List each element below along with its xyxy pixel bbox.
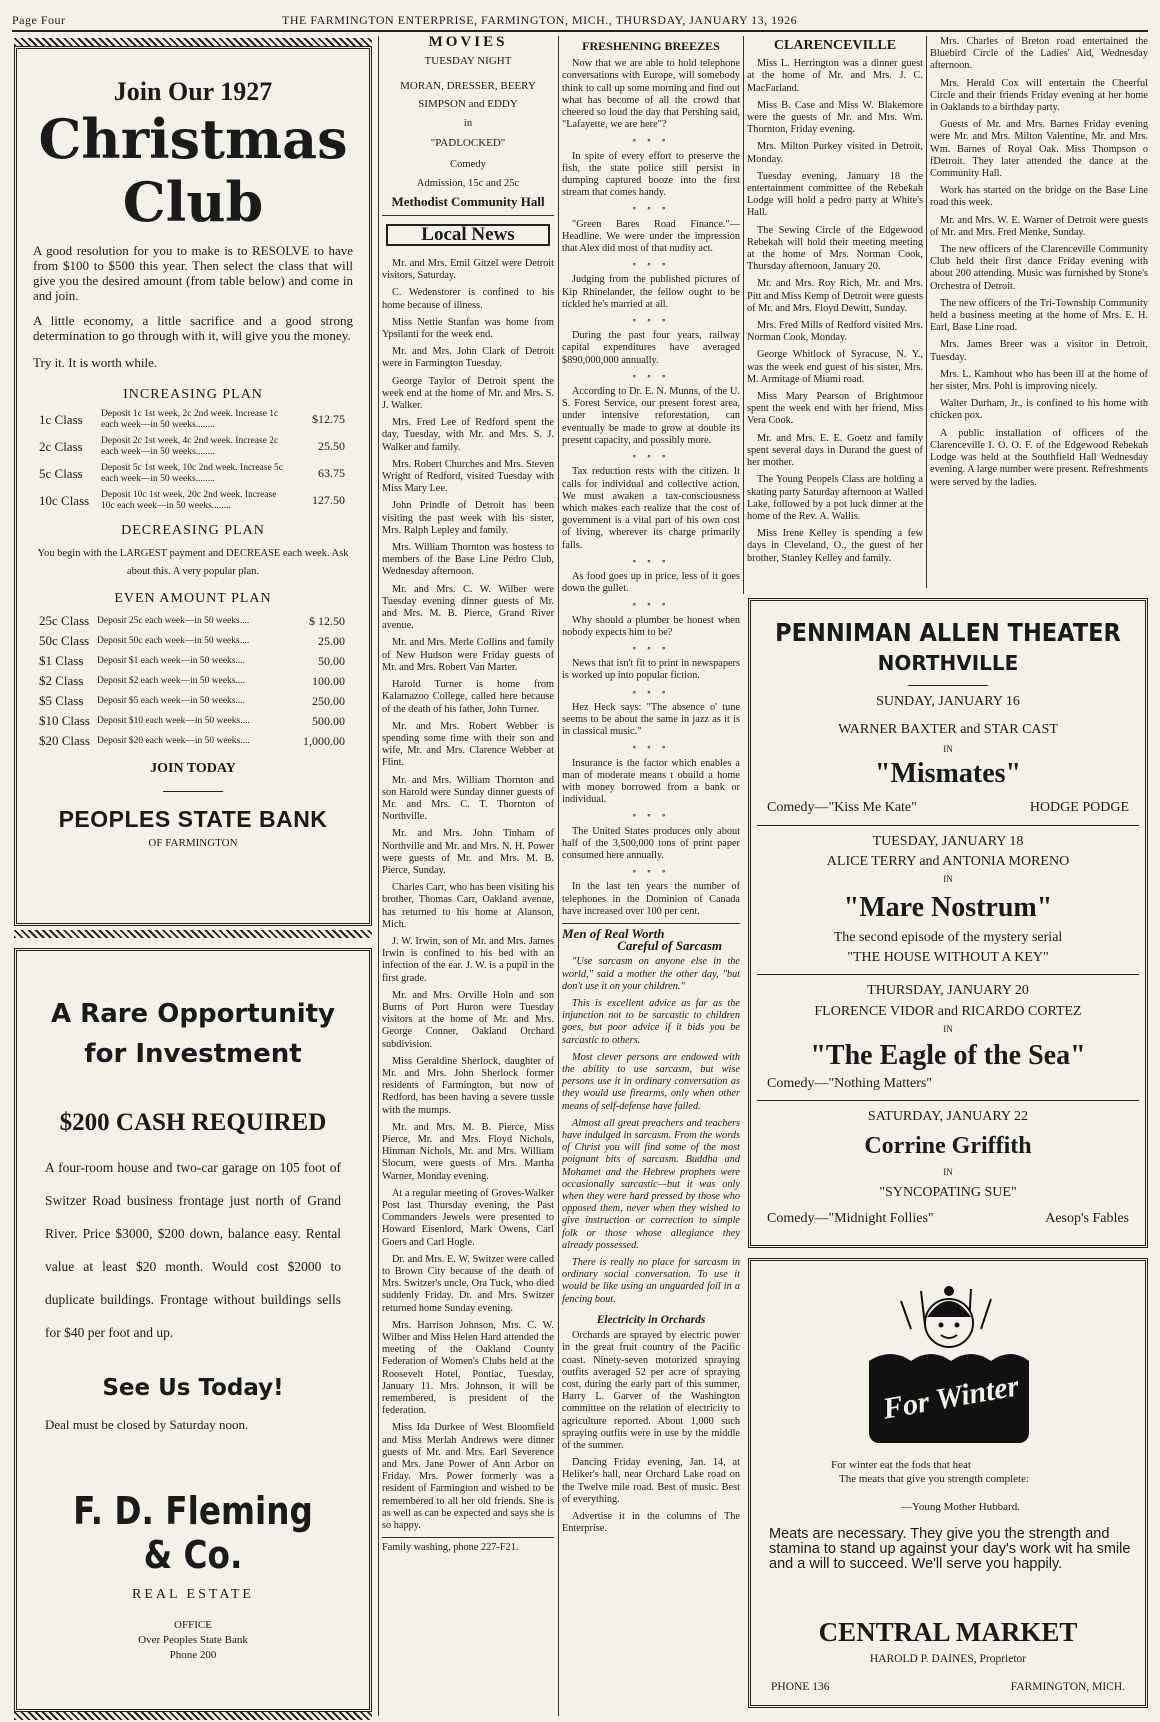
news-item: Miss Ida Durkee of West Bloomfield and Miss Merlah Andrews were dinner guests of Mr. and Mrs. Earl Severence and Mrs. Jane Power of Ann Arbor on Friday. Mrs. Power formerly was a resident of Farmington and wished to be remembered to all her old friends. She is as well as can be expected and says she is so happy.: [382, 1422, 554, 1532]
showing-4-film: "SYNCOPATING SUE": [879, 1185, 1017, 1201]
theater-name: PENNIMAN ALLEN THEATER: [775, 618, 1121, 647]
clarenceville-item: Mrs. Herald Cox will entertain the Cheerful Circle and their friends Friday evening at her home in Oaklands to a birthday party.: [930, 77, 1148, 114]
showing-4-in: IN: [943, 1166, 953, 1177]
breeze-item: Judging from the published pictures of Kip Rhinelander, the fellow ought to be tickled he's married at all.: [562, 274, 740, 310]
join-today: JOIN TODAY: [150, 761, 236, 776]
plan-row: [33, 490, 353, 511]
news-item: Dr. and Mrs. E. W. Switzer were called to Brown City because of the death of Mrs. Switzer's uncle, Ora Tuck, who died suddenly Friday. Dr. and Mrs. Switzer returned home Sunday evening.: [382, 1253, 554, 1314]
fleming-firm: F. D. Fleming & Co.: [73, 1489, 313, 1577]
plan-row: [33, 733, 353, 749]
showing-2-serial: The second episode of the mystery serial: [833, 930, 1063, 946]
news-item: Mr. and Mrs. C. W. Wilber were Tuesday evening dinner guests of Mr. and Mrs. M. B. Pierce, Grand River avenue.: [382, 583, 554, 632]
plan-amount: 250.00: [312, 693, 345, 708]
plan-class: $20 Class: [39, 733, 90, 748]
decreasing-plan-text: You begin with the LARGEST payment and DECREASE each week. Ask about this. A very popular plan.: [37, 548, 349, 577]
column-rule: [378, 36, 379, 1716]
bank-headline-1: Join Our 1927: [113, 77, 273, 106]
clarenceville-item: A public installation of officers of the Clarenceville I. O. O. F. of the Edgewood Rebekah Lodge was held at the Southfield Hall Wednesday evening. A large number were present. Refreshments were served by the ladies.: [930, 427, 1148, 488]
plan-class: 1c Class: [39, 411, 83, 427]
fleming-headline-1: A Rare Opportunity: [51, 999, 335, 1029]
news-item: Mr. and Mrs. John Clark of Detroit were in Farmington Tuesday.: [382, 346, 554, 370]
movies-venue: Methodist Community Hall: [391, 194, 545, 209]
clarenceville-body-2: [930, 36, 1148, 489]
column-rule: [743, 36, 744, 594]
movies-night: TUESDAY NIGHT: [424, 54, 512, 67]
plan-amount: $ 12.50: [309, 613, 345, 628]
showing-3-date: THURSDAY, JANUARY 20: [867, 983, 1029, 999]
winter-illustration: [851, 1281, 1047, 1451]
showing-4-bill: [751, 1211, 1145, 1227]
movies-title: MOVIES: [428, 36, 508, 50]
breeze-item: During the past four years, railway capital expenditures have averaged $890,000,000 annually.: [562, 330, 740, 366]
plan-amount: 1,000.00: [303, 733, 345, 748]
breezes-title: FRESHENING BREEZES: [582, 39, 720, 53]
breezes-body: [562, 58, 740, 918]
clarenceville-item: Mrs. Fred Mills of Redford visited Mrs. Norman Cook, Monday.: [747, 320, 923, 344]
separator-ornament: ∘ ∘ ∘: [632, 259, 670, 270]
fleming-cash: $200 CASH REQUIRED: [59, 1109, 327, 1136]
separator-ornament: ∘ ∘ ∘: [632, 866, 670, 877]
movies-box: [382, 36, 554, 209]
market-caption-2: The meats that give you strength complete:: [839, 1473, 1030, 1485]
news-item: Mr. and Mrs. Robert Webber is spending some time with their son and wife, Mr. and Mrs. Clarence Webber at Flint.: [382, 720, 554, 769]
clarenceville-body-1: [747, 58, 923, 565]
showing-2-cast: ALICE TERRY and ANTONIA MORENO: [826, 853, 1070, 869]
clarenceville-column-1: [747, 36, 923, 588]
breeze-item: "Green Bares Road Finance."—Headline. We were under the impression that Alex did most of that nudity act.: [562, 218, 740, 255]
clarenceville-item: Mr. and Mrs. E. E. Goetz and family spent several days in Durand the guest of her mother.: [747, 432, 923, 469]
bank-ad: [14, 46, 372, 926]
movies-in: in: [463, 118, 473, 129]
increasing-plan-title: INCREASING PLAN: [123, 387, 263, 402]
plan-amount: $12.75: [312, 412, 345, 426]
local-news-footer: Family washing, phone 227-F21.: [382, 1537, 554, 1555]
clarenceville-item: Miss L. Herrington was a dinner guest at the home of Mr. and Mrs. J. C. MacFarland.: [747, 58, 923, 94]
showing-4-extra: Aesop's Fables: [1045, 1211, 1129, 1227]
clarenceville-item: Walter Durham, Jr., is confined to his home with chicken pox.: [930, 398, 1148, 422]
news-item: John Prindle of Detroit has been visiting the past week with his sister, Mrs. Ralph Lepley and family.: [382, 500, 554, 536]
plan-class: $10 Class: [39, 713, 90, 728]
showing-1-bill: [751, 800, 1145, 816]
clarenceville-title: CLARENCEVILLE: [773, 38, 897, 53]
plan-row: [33, 713, 353, 729]
plan-class: $2 Class: [39, 673, 84, 688]
plan-description: Deposit $1 each week—in 50 weeks....: [97, 655, 246, 666]
plan-amount: 500.00: [312, 713, 345, 728]
showing-1-cast: WARNER BAXTER and STAR CAST: [838, 721, 1058, 737]
plan-description: Deposit 25c each week—in 50 weeks....: [97, 615, 250, 626]
news-item: Mr. and Mrs. Merle Collins and family of New Hudson were Friday guests of Mr. and Mrs. Robert Van Marter.: [382, 637, 554, 673]
men-paragraph: Most clever persons are endowed with the ability to use sarcasm, but wise persons use it in ordinary conversation as they would use firearms, only when other means of self-defense have failed.: [562, 1051, 740, 1112]
showing-3-cast: FLORENCE VIDOR and RICARDO CORTEZ: [814, 1003, 1082, 1019]
separator-ornament: ∘ ∘ ∘: [632, 135, 670, 146]
theater-city: NORTHVILLE: [877, 650, 1019, 675]
breezes-column: [562, 36, 740, 1716]
plan-row: [33, 653, 353, 669]
decreasing-plan-title: DECREASING PLAN: [121, 523, 265, 538]
plan-amount: 100.00: [312, 673, 345, 688]
bank-headline-2: Christmas: [38, 107, 348, 171]
fleming-phone: Phone 200: [169, 1649, 217, 1661]
fleming-headline-2: for Investment: [84, 1039, 302, 1069]
men-title-1: Men of Real Worth: [562, 926, 665, 941]
news-item: Mrs. Robert Churches and Mrs. Steven Wright of Redford, visited Tuesday with Miss Mary Lee.: [382, 458, 554, 495]
plan-row: [33, 613, 353, 629]
showing-4-cast: Corrine Griffith: [864, 1133, 1032, 1160]
clarenceville-item: Miss Irene Kelley is spending a few days in Cleveland, O., the guest of her brother, Stanley Kelley and family.: [747, 528, 923, 564]
news-item: Mr. and Mrs. William Thornton and son Harold were Sunday dinner guests of Mr. and Mrs. C. T. Thornton of Northville.: [382, 774, 554, 823]
plan-description: Deposit 2c 1st week, 4c 2nd week. Increase 2c each week—in 50 weeks........: [101, 436, 279, 457]
masthead: THE FARMINGTON ENTERPRISE, FARMINGTON, MICH., THURSDAY, JANUARY 13, 1926: [282, 13, 798, 27]
electricity-body: [562, 1330, 740, 1535]
movies-admission: Admission, 15c and 25c: [416, 177, 520, 189]
showing-2-serial-name: "THE HOUSE WITHOUT A KEY": [847, 950, 1049, 966]
plan-row: [33, 673, 353, 689]
men-paragraph: This is excellent advice as far as the injunction not to be sarcastic to children goes, but poor advice if it bids you be sarcastic to others.: [562, 998, 740, 1046]
separator-ornament: ∘ ∘ ∘: [632, 555, 670, 566]
market-ad: [748, 1258, 1148, 1708]
men-body: [562, 956, 740, 1305]
local-news-column: [382, 36, 554, 1716]
plan-description: Deposit $2 each week—in 50 weeks....: [97, 675, 246, 686]
page-header: [12, 10, 1148, 32]
clarenceville-item: Mr. and Mrs. Roy Rich, Mr. and Mrs. Pitt and Miss Kemp of Detroit were guests of Mr. and Mrs. Floyd Dewitt, Sunday.: [747, 278, 923, 314]
showing-1-film: "Mismates": [874, 758, 1022, 790]
local-news-title: Local News: [386, 224, 550, 247]
showing-2-film: "Mare Nostrum": [843, 892, 1053, 924]
market-caption-3: —Young Mother Hubbard.: [901, 1501, 1020, 1513]
clarenceville-item: Tuesday evening, January 18 the entertainment committee of the Rebekah Lodge will hold a pedro party at White's Hall.: [747, 170, 923, 219]
plan-class: 10c Class: [39, 492, 90, 508]
market-proprietor: HAROLD P. DAINES, Proprietor: [869, 1653, 1027, 1665]
plan-class: $5 Class: [39, 693, 84, 708]
news-item: Miss Geraldine Sherlock, daughter of Mr. and Mrs. John Sherlock former residents of Farmington, but now of Redford, has been having a severe tussle with the mumps.: [382, 1055, 554, 1116]
plan-class: 2c Class: [39, 438, 83, 454]
market-body: Meats are necessary. They give you the strength and stamina to stand up against your day's work wit ha smile and a will to succeed. We'll serve you happily.: [769, 1526, 1131, 1572]
plan-class: 25c Class: [39, 613, 90, 628]
news-item: Mr. and Mrs. Emil Gitzel were Detroit visitors, Saturday.: [382, 258, 554, 282]
breeze-item: As food goes up in price, less of it goes down the gullet.: [562, 570, 740, 595]
showing-1-comedy: Comedy—"Kiss Me Kate": [767, 800, 917, 816]
plan-description: Deposit 1c 1st week, 2c 2nd week. Increase 1c each week—in 50 weeks........: [101, 409, 279, 430]
breeze-item: Tax reduction rests with the citizen. It calls for individual and collective action. We must awaken a tax-consciousness which makes each realize that the cost of government is a vital part of his own cost of living, wherever its charge primarily falls.: [562, 466, 740, 551]
news-item: Mr. and Mrs. Orville Holn and son Burns of Port Huron were Tuesday visitors at the home of Mr. and Mrs. George Conner, Oakland Orchard subdivision.: [382, 989, 554, 1050]
clarenceville-item: Mrs. Milton Purkey visited in Detroit, Monday.: [747, 141, 923, 165]
column-rule: [926, 36, 927, 588]
separator-ornament: ∘ ∘ ∘: [632, 642, 670, 653]
clarenceville-item: Work has started on the bridge on the Base Line road this week.: [930, 185, 1148, 209]
news-item: At a regular meeting of Groves-Walker Post last Thursday evening, the Past Commanders Jewels were presented to Howard Eisenlord, Mark Owens, Carl Goers and Carl Hogle.: [382, 1187, 554, 1248]
plan-amount: 25.00: [318, 633, 345, 648]
snowman-icon: [851, 1281, 1047, 1451]
plan-amount: 127.50: [312, 493, 345, 507]
news-item: Charles Carr, who has been visiting his brother, Thomas Carr, Oakland avenue, has returned to his home at Alanson, Mich.: [382, 882, 554, 930]
fleming-office-loc: Over Peoples State Bank: [138, 1634, 248, 1646]
clarenceville-item: The Sewing Circle of the Edgewood Rebekah will hold their meeting meeting at the home of Mrs. Norman Cook, Thursday afternoon, January 20.: [747, 224, 923, 273]
showing-1-date: SUNDAY, JANUARY 16: [876, 693, 1020, 709]
news-item: Harold Turner is home from Kalamazoo College, called here because of the death of his father, John Turner.: [382, 679, 554, 715]
breeze-item: Insurance is the factor which enables a man of moderate means t obuild a home with money borrowed from a bank or individual.: [562, 757, 740, 806]
breeze-item: According to Dr. E. N. Munns, of the U. S. Forest Service, our present forest area, under intensive reforestation, can eventually be made to grow at double its present capacity, and possibly more.: [562, 386, 740, 446]
fleming-deal: Deal must be closed by Saturday noon.: [45, 1417, 249, 1432]
even-plan-table: [33, 613, 353, 749]
page-number: Page Four: [12, 13, 66, 27]
separator-ornament: ∘ ∘ ∘: [632, 315, 670, 326]
showing-3-in: IN: [943, 1023, 953, 1034]
clarenceville-column-2: [930, 36, 1148, 588]
plan-row: [33, 409, 353, 430]
fleming-office: OFFICE: [174, 1619, 212, 1631]
showing-3-film: "The Eagle of the Sea": [810, 1040, 1086, 1071]
hatch-border: [14, 930, 372, 938]
plan-row: [33, 463, 353, 484]
news-item: Mr. and Mrs. John Tinham of Northville and Mr. and Mrs. N. H. Power were guests of Mr. and Mrs. M. B. Pierce, Sunday.: [382, 828, 554, 876]
news-item: J. W. Irwin, son of Mr. and Mrs. James Irwin is confined to his bed with an infection of the ear. J. W. is a pupil in the first grade.: [382, 935, 554, 984]
men-paragraph: There is really no place for sarcasm in ordinary social conversation. To use it would be like using an unguarded foil in a fencing bout.: [562, 1257, 740, 1305]
separator-ornament: ∘ ∘ ∘: [632, 599, 670, 610]
showing-2-date: TUESDAY, JANUARY 18: [872, 833, 1024, 849]
plan-row: [33, 693, 353, 709]
increasing-plan-table: [33, 409, 353, 511]
bank-name: PEOPLES STATE BANK: [58, 806, 328, 832]
clarenceville-item: Mrs. Charles of Breton road entertained the Bluebird Circle of the Ladies' Aid, Wednesday afternoon.: [930, 36, 1148, 72]
plan-description: Deposit $20 each week—in 50 weeks....: [97, 735, 250, 746]
market-city: FARMINGTON, MICH.: [1010, 1681, 1125, 1693]
separator-ornament: ∘ ∘ ∘: [632, 810, 670, 821]
showing-1-in: IN: [943, 743, 953, 754]
plan-amount: 25.50: [318, 439, 345, 453]
news-item: C. Wedenstorer is confined to his home because of illness.: [382, 287, 554, 311]
news-item: Mrs. Fred Lee of Redford spent the day, Tuesday, with Mr. and Mrs. S. J. Walker and family.: [382, 417, 554, 453]
breeze-item: News that isn't fit to print in newspapers is worked up into popular fiction.: [562, 658, 740, 682]
clarenceville-item: George Whitlock of Syracuse, N. Y., was the week end guest of his sister, Mrs. M. Armitage of Miami road.: [747, 349, 923, 385]
bank-sub: OF FARMINGTON: [148, 837, 238, 849]
news-item: Miss Nettie Stanfan was home from Ypsilanti for the week end.: [382, 316, 554, 341]
plan-row: [33, 436, 353, 457]
separator-ornament: ∘ ∘ ∘: [632, 686, 670, 697]
showing-4-comedy: Comedy—"Midnight Follies": [767, 1211, 934, 1227]
breeze-item: In spite of every effort to preserve the fish, the state police still persist in dumping captured booze into the first stream that comes handy.: [562, 150, 740, 199]
clarenceville-item: Mrs. James Breer was a visitor in Detroit, Tuesday.: [930, 339, 1148, 363]
separator-ornament: ∘ ∘ ∘: [632, 203, 670, 214]
winter-illustration-text: For Winter: [880, 1369, 1022, 1426]
fleming-see-us: See Us Today!: [102, 1375, 284, 1401]
clarenceville-item: Miss Mary Pearson of Brightmoor spent the week end with her friend, Miss Vera Cook.: [747, 391, 923, 427]
bank-intro-1: A good resolution for you to make is to RESOLVE to have from $100 to $500 this year. Then select the class that will give you the desired amount (from table below) and come in and join.: [33, 243, 353, 303]
clarenceville-item: The new officers of the Clarenceville Community Club held their first dance Friday evening with about 200 attending. Music was furnished by Stone's Orchestra of Detroit.: [930, 244, 1148, 292]
separator-ornament: ∘ ∘ ∘: [632, 742, 670, 753]
bank-intro-2: A little economy, a little sacrifice and a good strong determination to go through with it, will give you the money.: [33, 313, 353, 343]
market-name: CENTRAL MARKET: [818, 1617, 1078, 1647]
electricity-title: Electricity in Orchards: [596, 1313, 706, 1326]
plan-description: Deposit 10c 1st week, 20c 2nd week. Increase 10c each week—in 50 weeks........: [101, 490, 277, 511]
clarenceville-item: Mrs. L. Kamhout who has been ill at the home of her sister, Mrs. Pohl is improving nicely.: [930, 368, 1148, 393]
movies-film: "PADLOCKED": [430, 136, 506, 149]
plan-description: Deposit $5 each week—in 50 weeks....: [97, 695, 246, 706]
column-rule: [558, 36, 559, 1716]
local-news-body: [382, 258, 554, 1532]
showing-3-comedy: Comedy—"Nothing Matters": [767, 1076, 933, 1092]
bank-headline-3: Club: [122, 170, 264, 234]
men-paragraph: "Use sarcasm on anyone else in the world," said a mother the other day, "but don't use it on your children.": [562, 956, 740, 992]
breeze-item: In the last ten years the number of telephones in the Dominion of Canada have increased over 100 per cent.: [562, 881, 740, 917]
plan-description: Deposit $10 each week—in 50 weeks....: [97, 715, 250, 726]
plan-class: 50c Class: [39, 633, 90, 648]
movies-cast: MORAN, DRESSER, BEERY SIMPSON and EDDY: [400, 80, 536, 110]
movies-comedy: Comedy: [450, 159, 486, 170]
fleming-firm-sub: REAL ESTATE: [132, 1587, 254, 1602]
fleming-ad: [14, 948, 372, 1712]
breeze-item: Now that we are able to hold telephone conversations with Europe, will somebody think to call up some morning and find out what has become of all the crowd that cheered so loud the day that Pershing said, "Lafayette, we are here"?: [562, 58, 740, 131]
breeze-item: Why should a plumber be honest when nobody expects him to be?: [562, 614, 740, 638]
breeze-item: Hez Heck says: "The absence o' tune seems to be about the same in jazz as it is in classical music.": [562, 701, 740, 738]
even-plan-title: EVEN AMOUNT PLAN: [114, 591, 272, 606]
plan-amount: 63.75: [318, 466, 345, 480]
hatch-border: [14, 38, 372, 46]
plan-amount: 50.00: [318, 653, 345, 668]
men-paragraph: Almost all great preachers and teachers have indulged in sarcasm. From the words of Christ you will find some of the most poignant bits of sarcasm. Buddha and Mohamet and the Hebrew prophets were occasionally sarcastic—but it was only when they were hard pressed by those who opposed them, never when they wished to give instruction or correction to simple folk or those whose allegiance they already possessed.: [562, 1117, 740, 1251]
news-item: George Taylor of Detroit spent the week end at the home of Mr. and Mrs. S. J. Walker.: [382, 375, 554, 412]
clarenceville-item: The new officers of the Tri-Township Community held a business meeting at the home of Mrs. E. H. Earl, Base Line road.: [930, 297, 1148, 334]
electricity-paragraph: Advertise it in the columns of The Enterprise.: [562, 1510, 740, 1535]
electricity-paragraph: Dancing Friday evening, Jan. 14, at Heliker's hall, near Orchard Lake road on the Twelve mile road. Best of music. Best of everything.: [562, 1457, 740, 1505]
breeze-item: The United States produces only about half of the 3,500,000 tons of print paper consumed here annually.: [562, 825, 740, 861]
plan-row: [33, 633, 353, 649]
market-caption-1: For winter eat the fods that heat: [831, 1459, 971, 1471]
showing-2-in: IN: [943, 873, 953, 884]
theater-ad: [748, 598, 1148, 1248]
separator-ornament: ∘ ∘ ∘: [632, 451, 670, 462]
showing-1-extra: HODGE PODGE: [1029, 800, 1129, 816]
news-item: Mrs. William Thornton was hostess to members of the Base Line Pedro Club, Wednesday afternoon.: [382, 542, 554, 578]
fleming-body: A four-room house and two-car garage on 105 foot of Switzer Road business frontage just north of Grand River. Price $3000, $200 down, balance easy. Rental value at least $20 month. Would cost $2000 to duplicate buildings. Frontage without buildings sells for $40 per foot and up.: [45, 1160, 341, 1340]
news-item: Mr. and Mrs. M. B. Pierce, Miss Pierce, Mr. and Mrs. Floyd Nichols, Hinman Nichols, Mr. and Mrs. William Slocum, were guests of Mrs. Martha Warner, Monday evening.: [382, 1121, 554, 1182]
plan-description: Deposit 50c each week—in 50 weeks....: [97, 635, 250, 646]
market-phone: PHONE 136: [771, 1681, 830, 1693]
clarenceville-item: Mr. and Mrs. W. E. Warner of Detroit were guests of Mr. and Mrs. Fred Menke, Sunday.: [930, 214, 1148, 238]
plan-description: Deposit 5c 1st week, 10c 2nd week. Increase 5c each week—in 50 weeks........: [101, 463, 284, 484]
clarenceville-item: Guests of Mr. and Mrs. Barnes Friday evening were Mr. and Mrs. Milton Valentine, Mr. and Mrs. Wm. Barnes of Royal Oak. Miss Thompson o fDetroit. They later attended the dance at the Community Hall.: [930, 119, 1148, 180]
bank-intro-3: Try it. It is worth while.: [33, 355, 158, 370]
separator-ornament: ∘ ∘ ∘: [632, 370, 670, 381]
electricity-paragraph: Orchards are sprayed by electric power in the great fruit country of the Pacific coast. Ninety-seven motorized spraying outfits averaged 52 per acre of spraying cost, during the early part of this summer, Harry L. Garver of the Washington committee on the relation of electricity to agriculture reported. About 1,000 such spraying outfits were in use by the middle of the summer.: [562, 1330, 740, 1451]
plan-class: 5c Class: [39, 465, 83, 481]
clarenceville-item: Miss B. Case and Miss W. Blakemore were the guests of Mr. and Mrs. Wm. Thornton, Friday evening.: [747, 99, 923, 136]
clarenceville-item: The Young Peopels Class are holding a skating party Saturday afternoon at Walled Lake, followed by a pot luck dinner at the home of the Rev. A. Wallis.: [747, 474, 923, 522]
showing-4-date: SATURDAY, JANUARY 22: [867, 1109, 1029, 1125]
hatch-border: [14, 1712, 372, 1720]
plan-class: $1 Class: [39, 653, 84, 668]
news-item: Mrs. Harrison Johnson, Mrs. C. W. Wilber and Miss Helen Hard attended the meeting of the Oakland County Federation of Women's Clubs held at the Roosevelt Hotel, Pontiac, Tuesday, January 11. Mrs. Johnson, it will be remembered, is president of the federation.: [382, 1319, 554, 1417]
men-title-2: Careful of Sarcasm: [617, 938, 722, 954]
